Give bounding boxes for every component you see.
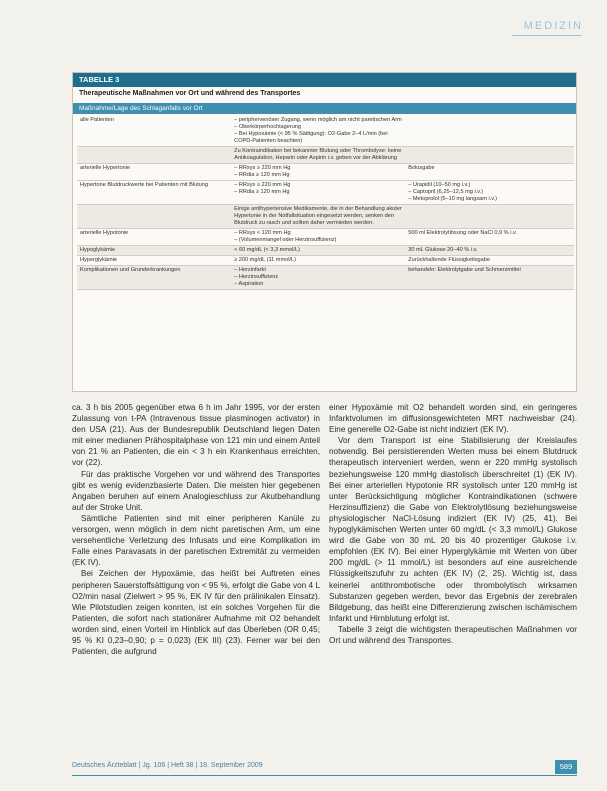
page-footer xyxy=(72,760,577,774)
table-row xyxy=(77,164,574,181)
text-column-left xyxy=(72,402,320,657)
table-row xyxy=(77,147,574,164)
table-cell: Einige antihypertensive Medikamente, die in der Behandlung akuter Hypertonie in der Notfallsituation eingesetzt werden, senken den Blutdruck zu rasch und sollten daher vermieden werden. xyxy=(231,205,405,229)
table-group-header: Maßnahme/Lage des Schlaganfalls vor Ort xyxy=(73,103,576,114)
table-cell: – RRsys ≥ 220 mm Hg – RRdia ≥ 120 mm Hg xyxy=(231,181,405,205)
table-row xyxy=(77,229,574,246)
table-caption: Therapeutische Maßnahmen vor Ort und während des Transportes xyxy=(79,90,301,97)
table-cell xyxy=(405,147,574,164)
table-cell: arterielle Hypotonie xyxy=(77,229,231,246)
table-cell: – Urapidil (10–50 mg i.v.) – Captopril (6,25–12,5 mg i.v.) – Metoprolol (5–10 mg langsam i.v.) xyxy=(405,181,574,205)
table-cell: – Herzinfarkt – Herzinsuffizienz – Aspiration xyxy=(231,266,405,290)
table-cell: Hypoglykämie xyxy=(77,246,231,256)
table-cell: 500 ml Elektrolytlösung oder NaCl 0,9 % i.v. xyxy=(405,229,574,246)
table-cell: alle Patienten xyxy=(77,116,231,147)
table-cell: 30 mL Glukose 20–40 % i.v. xyxy=(405,246,574,256)
paragraph: Vor dem Transport ist eine Stabilisierung der Kreislaufes notwendig. Bei persistierenden Werten muss bei einem Blutdruck therapeutisch interveniert werden, wenn er 220 mmHg systolisch beziehungsweise 120 mmHg diastolisch überschreitet (1) (EK IV). Bei einer arteriellen Hypotonie RR systolisch unter 120 mmHg ist unter Berücksichtigung möglicher Kontraindikationen (schwere Herzinsuffizienz) die Gabe von Elektrolytlösung beziehungsweise physiologischer NaCl-Lösung indiziert (EK IV) (25, 41). Bei hypoglykämischen Werten unter 60 mg/dL (< 3,3 mmol/L) Glukose wird die Gabe von 30 mL 20 bis 40 prozentiger Glukose i.v. empfohlen (EK IV). Bei einer Hyperglykämie mit Werten von über 200 mg/dL (> 11 mmol/L) ist besonders auf eine ausreichende Flüssigkeitszufuhr zu achten (EK IV) (2, 25). Wichtig ist, dass keinerlei antithrombotische oder thrombolytisch wirksamen Substanzen gegeben werden, bevor das Ergebnis der zerebralen Bildgebung, das heißt eine Differenzierung zwischen ischämischem Infarkt und Hirnblutung erfolgt ist. xyxy=(329,436,577,623)
section-rule xyxy=(512,35,582,36)
paragraph: Tabelle 3 zeigt die wichtigsten therapeutischen Maßnahmen vor Ort und während des Transportes. xyxy=(329,624,577,645)
table-cell: ≥ 200 mg/dL (11 mmol/L) xyxy=(231,256,405,266)
paragraph: Für das praktische Vorgehen vor und während des Transportes gibt es wenig evidenzbasierte Daten. Die meisten hier gegebenen Angaben beruhen auf einem Analogieschluss zur Akutbehandlung auf der Stroke Unit. xyxy=(72,469,320,512)
paragraph: einer Hypoxämie mit O2 behandelt worden sind, ein geringeres Infarktvolumen im diffusionsgewichteten MRT nachweisbar (24). Eine generelle O2-Gabe ist nicht indiziert (EK IV). xyxy=(329,403,577,435)
journal-citation: Deutsches Ärzteblatt | Jg. 106 | Heft 38 | 18. September 2009 xyxy=(72,762,263,769)
table-body xyxy=(77,116,574,290)
table-cell: arterielle Hypertonie xyxy=(77,164,231,181)
paragraph: ca. 3 h bis 2005 gegenüber etwa 6 h im Jahr 1995, vor der ersten Zulassung von t-PA (Intravenous tissue plasminogen activator) in den USA (21). Aus der Bundesrepublik Deutschland liegen Daten mit einer medianen Prähospitalphase von 121 min und einem Anteil von 21 % an Patienten, die ein < 3 h ein Krankenhaus erreichten, vor (22). xyxy=(72,403,320,468)
table-row xyxy=(77,181,574,205)
table-cell: Zu Kontraindikation bei bekannter Blutung oder Thrombolyse: keine Antikoagulation, Heparin oder Aspirin i.v. geben vor der Abklärung xyxy=(231,147,405,164)
table-cell: Bolusgabe xyxy=(405,164,574,181)
table-cell xyxy=(77,147,231,164)
table-label: TABELLE 3 xyxy=(73,73,576,87)
table-row xyxy=(77,256,574,266)
paragraph: Bei Zeichen der Hypoxämie, das heißt bei Auftreten eines peripheren Sauerstoffsättigung von < 95 %, erfolgt die Gabe von 4 L O2/min nasal (Zielwert > 95 %, EK IV für den prälinikalen Einsatz). Wie Pilotstudien zeigen konnten, ist ein solches Vorgehen für die Patienten, die sofort nach stationärer Aufnahme mit O2 behandelt worden sind, einen Vorteil im Hinblick auf das Überleben (OR 0,45; 95 % KI 0,23–0,90; p = 0,023) (EK III) (23). Ferner war bei den Patienten, die aufgrund xyxy=(72,569,320,657)
paragraph: Sämtliche Patienten sind mit einer peripheren Kanüle zu versorgen, wenn möglich in dem nicht paretischen Arm, um eine versehentliche Verletzung des Infusats und eine Komplikation im Falle eines Paravasats in der paretischen Extremität zu vermeiden (EK IV). xyxy=(72,513,320,568)
table-cell: < 60 mg/dL (< 3,3 mmol/L) xyxy=(231,246,405,256)
footer-rule xyxy=(72,775,577,776)
table-cell: Komplikationen und Grunderkrankungen xyxy=(77,266,231,290)
table-row xyxy=(77,246,574,256)
table-cell xyxy=(77,205,231,229)
table-cell: – RRsys ≥ 220 mm Hg – RRdia ≥ 120 mm Hg xyxy=(231,164,405,181)
table-cell: Zurückhaltende Flüssigkeitsgabe xyxy=(405,256,574,266)
table-cell: Hyperglykämie xyxy=(77,256,231,266)
table-cell: Hypertone Blutdruckwerte bei Patienten mit Blutung xyxy=(77,181,231,205)
table-cell xyxy=(405,116,574,147)
table-cell: behandeln: Elektrolytgabe und Schmerzmittel xyxy=(405,266,574,290)
table-row xyxy=(77,205,574,229)
table-3 xyxy=(72,72,577,392)
table-cell: – periphervenöser Zugang, wenn möglich am nicht paretischen Arm – Oberkörperhochlagerung – Bei Hypoxämie (< 95 % Sättigung): O2-Gabe 2–4 L/min (bei COPD-Patienten beachten) xyxy=(231,116,405,147)
page-number: 589 xyxy=(555,760,577,774)
section-label: MEDIZIN xyxy=(523,20,583,32)
table-row xyxy=(77,266,574,290)
table-cell xyxy=(405,205,574,229)
text-column-right xyxy=(329,402,577,646)
table-cell: – RRsys < 120 mm Hg – (Volumenmangel oder Herzinsuffizienz) xyxy=(231,229,405,246)
table-row xyxy=(77,116,574,147)
page-header xyxy=(0,0,607,44)
